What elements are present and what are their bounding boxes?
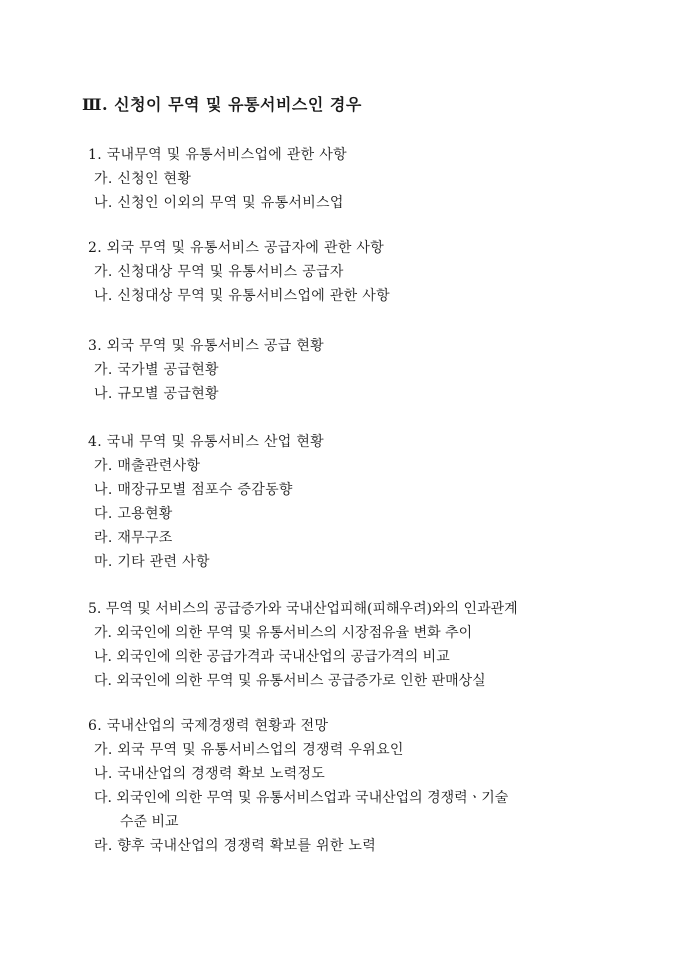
- list-item: 가. 국가별 공급현황: [94, 362, 219, 378]
- list-item: 가. 외국인에 의한 무역 및 유통서비스의 시장점유율 변화 추이: [94, 625, 473, 641]
- list-item: 라. 재무구조: [94, 530, 173, 546]
- section-heading: 2. 외국 무역 및 유통서비스 공급자에 관한 사항: [88, 240, 385, 256]
- page-title: Ⅲ. 신청이 무역 및 유통서비스인 경우: [82, 95, 362, 114]
- list-item: 나. 신청인 이외의 무역 및 유통서비스업: [94, 195, 344, 211]
- section-3: [88, 334, 628, 406]
- section-heading: 6. 국내산업의 국제경쟁력 현황과 전망: [88, 718, 329, 734]
- list-item: 마. 기타 관련 사항: [94, 554, 210, 570]
- list-item-line: 다. 외국인에 의한 무역 및 유통서비스업과 국내산업의 경쟁력ㆍ기술: [94, 790, 509, 806]
- list-item: 나. 매장규모별 점포수 증감동향: [94, 482, 293, 498]
- section-1: [88, 143, 628, 215]
- section-5: [88, 597, 628, 693]
- list-item-continuation: 수준 비교: [120, 814, 179, 830]
- section-2: [88, 236, 628, 308]
- section-6: [88, 714, 628, 858]
- list-item: 가. 매출관련사항: [94, 458, 201, 474]
- list-item: 나. 외국인에 의한 공급가격과 국내산업의 공급가격의 비교: [94, 649, 450, 665]
- list-item: 가. 신청대상 무역 및 유통서비스 공급자: [94, 264, 344, 280]
- list-item: 다. 고용현황: [94, 506, 173, 522]
- list-item: 나. 국내산업의 경쟁력 확보 노력정도: [94, 766, 326, 782]
- list-item: 나. 신청대상 무역 및 유통서비스업에 관한 사항: [94, 288, 390, 304]
- section-4: [88, 430, 628, 574]
- section-heading: 3. 외국 무역 및 유통서비스 공급 현황: [88, 338, 324, 354]
- list-item: [88, 786, 628, 834]
- section-heading: 5. 무역 및 서비스의 공급증가와 국내산업피해(피해우려)와의 인과관계: [88, 601, 518, 617]
- list-item: 나. 규모별 공급현황: [94, 386, 219, 402]
- section-heading: 4. 국내 무역 및 유통서비스 산업 현황: [88, 434, 324, 450]
- list-item: 가. 신청인 현황: [94, 171, 192, 187]
- list-item: 가. 외국 무역 및 유통서비스업의 경쟁력 우위요인: [94, 742, 404, 758]
- list-item: 라. 향후 국내산업의 경쟁력 확보를 위한 노력: [94, 838, 377, 854]
- list-item: 다. 외국인에 의한 무역 및 유통서비스 공급증가로 인한 판매상실: [94, 673, 486, 689]
- section-heading: 1. 국내무역 및 유통서비스업에 관한 사항: [88, 147, 347, 163]
